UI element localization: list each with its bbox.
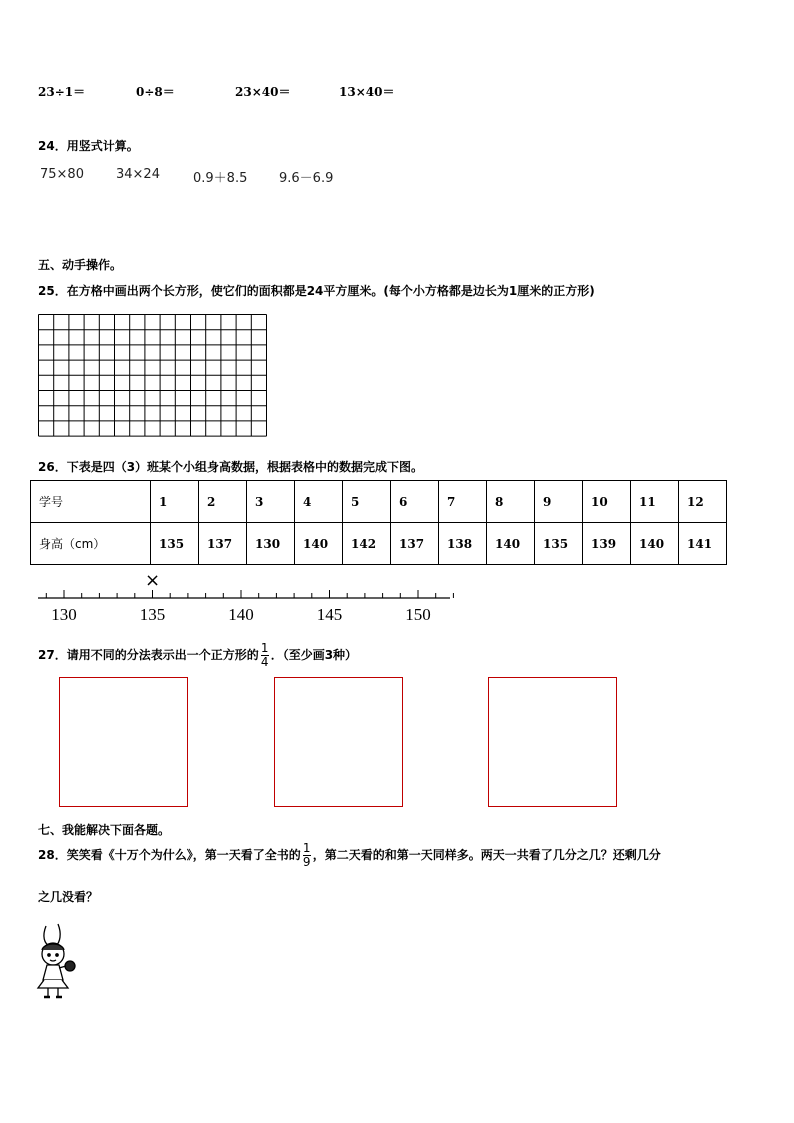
tick-label: 130 xyxy=(51,605,77,624)
table-cell: 1 xyxy=(151,481,199,523)
table-cell: 6 xyxy=(391,481,439,523)
square-2[interactable] xyxy=(274,677,403,807)
fraction-one-ninth xyxy=(303,842,311,869)
table-row xyxy=(31,481,727,523)
section-5-heading: 五、动手操作。 xyxy=(38,258,123,272)
q28-text-line2: 之几没看？ xyxy=(38,890,99,904)
table-cell: 137 xyxy=(391,523,439,565)
table-cell: 9 xyxy=(535,481,583,523)
q28-text-before: 28．笑笑看《十万个为什么》，第一天看了全书的 xyxy=(38,848,301,862)
q27-text-before: 27．请用不同的分法表示出一个正方形的 xyxy=(38,648,259,662)
number-line-chart[interactable] xyxy=(30,568,460,628)
table-header-cell: 学号 xyxy=(31,481,151,523)
table-cell: 11 xyxy=(631,481,679,523)
table-cell: 3 xyxy=(247,481,295,523)
table-cell: 138 xyxy=(439,523,487,565)
data-point-marker: × xyxy=(144,570,161,591)
table-cell: 2 xyxy=(199,481,247,523)
table-cell: 12 xyxy=(679,481,727,523)
q26-title: 26．下表是四（3）班某个小组身高数据，根据表格中的数据完成下图。 xyxy=(38,460,424,474)
q24-title: 24．用竖式计算。 xyxy=(38,139,139,153)
tick-label: 145 xyxy=(316,605,343,624)
q23-item: 13×40＝ xyxy=(339,85,395,99)
q23-item: 0÷8＝ xyxy=(136,85,175,99)
table-cell: 8 xyxy=(487,481,535,523)
q28-text xyxy=(38,840,661,870)
fraction-denominator: 4 xyxy=(260,655,269,669)
table-cell: 5 xyxy=(343,481,391,523)
tick-label: 140 xyxy=(228,605,254,624)
table-cell: 140 xyxy=(295,523,343,565)
table-cell: 140 xyxy=(631,523,679,565)
fraction-one-quarter xyxy=(261,642,269,669)
section-7-heading: 七、我能解决下面各题。 xyxy=(38,823,171,837)
tick-label: 150 xyxy=(405,605,431,624)
table-row xyxy=(31,523,727,565)
table-cell: 141 xyxy=(679,523,727,565)
table-cell: 7 xyxy=(439,481,487,523)
table-cell: 135 xyxy=(535,523,583,565)
q24-item: 75×80 xyxy=(40,167,84,182)
table-cell: 135 xyxy=(151,523,199,565)
table-cell: 130 xyxy=(247,523,295,565)
q25-text: 25．在方格中画出两个长方形，使它们的面积都是24平方厘米。(每个小方格都是边长为1厘米的正方形) xyxy=(38,284,595,298)
table-header-cell: 身高（cm） xyxy=(31,523,151,565)
fraction-numerator: 1 xyxy=(302,841,311,855)
table-cell: 4 xyxy=(295,481,343,523)
table-cell: 140 xyxy=(487,523,535,565)
q28-text-after: ，第二天看的和第一天同样多。两天一共看了几分之几？还剩几分 xyxy=(312,848,661,862)
q24-item: 0.9＋8.5 xyxy=(193,171,248,186)
fraction-denominator: 9 xyxy=(302,855,311,869)
square-3[interactable] xyxy=(488,677,617,807)
q24-item: 9.6－6.9 xyxy=(279,171,334,186)
q24-item: 34×24 xyxy=(116,167,160,182)
table-cell: 142 xyxy=(343,523,391,565)
q27-text xyxy=(38,640,357,670)
table-cell: 10 xyxy=(583,481,631,523)
girl-illustration-icon xyxy=(30,922,90,1002)
q23-item: 23×40＝ xyxy=(235,85,291,99)
height-table xyxy=(30,480,727,565)
q23-item: 23÷1＝ xyxy=(38,85,86,99)
tick-label: 135 xyxy=(139,605,166,624)
fraction-numerator: 1 xyxy=(260,641,269,655)
table-cell: 137 xyxy=(199,523,247,565)
square-1[interactable] xyxy=(59,677,188,807)
table-cell: 139 xyxy=(583,523,631,565)
q27-text-after: ．（至少画3种） xyxy=(270,648,358,662)
grid-paper[interactable] xyxy=(38,314,270,439)
